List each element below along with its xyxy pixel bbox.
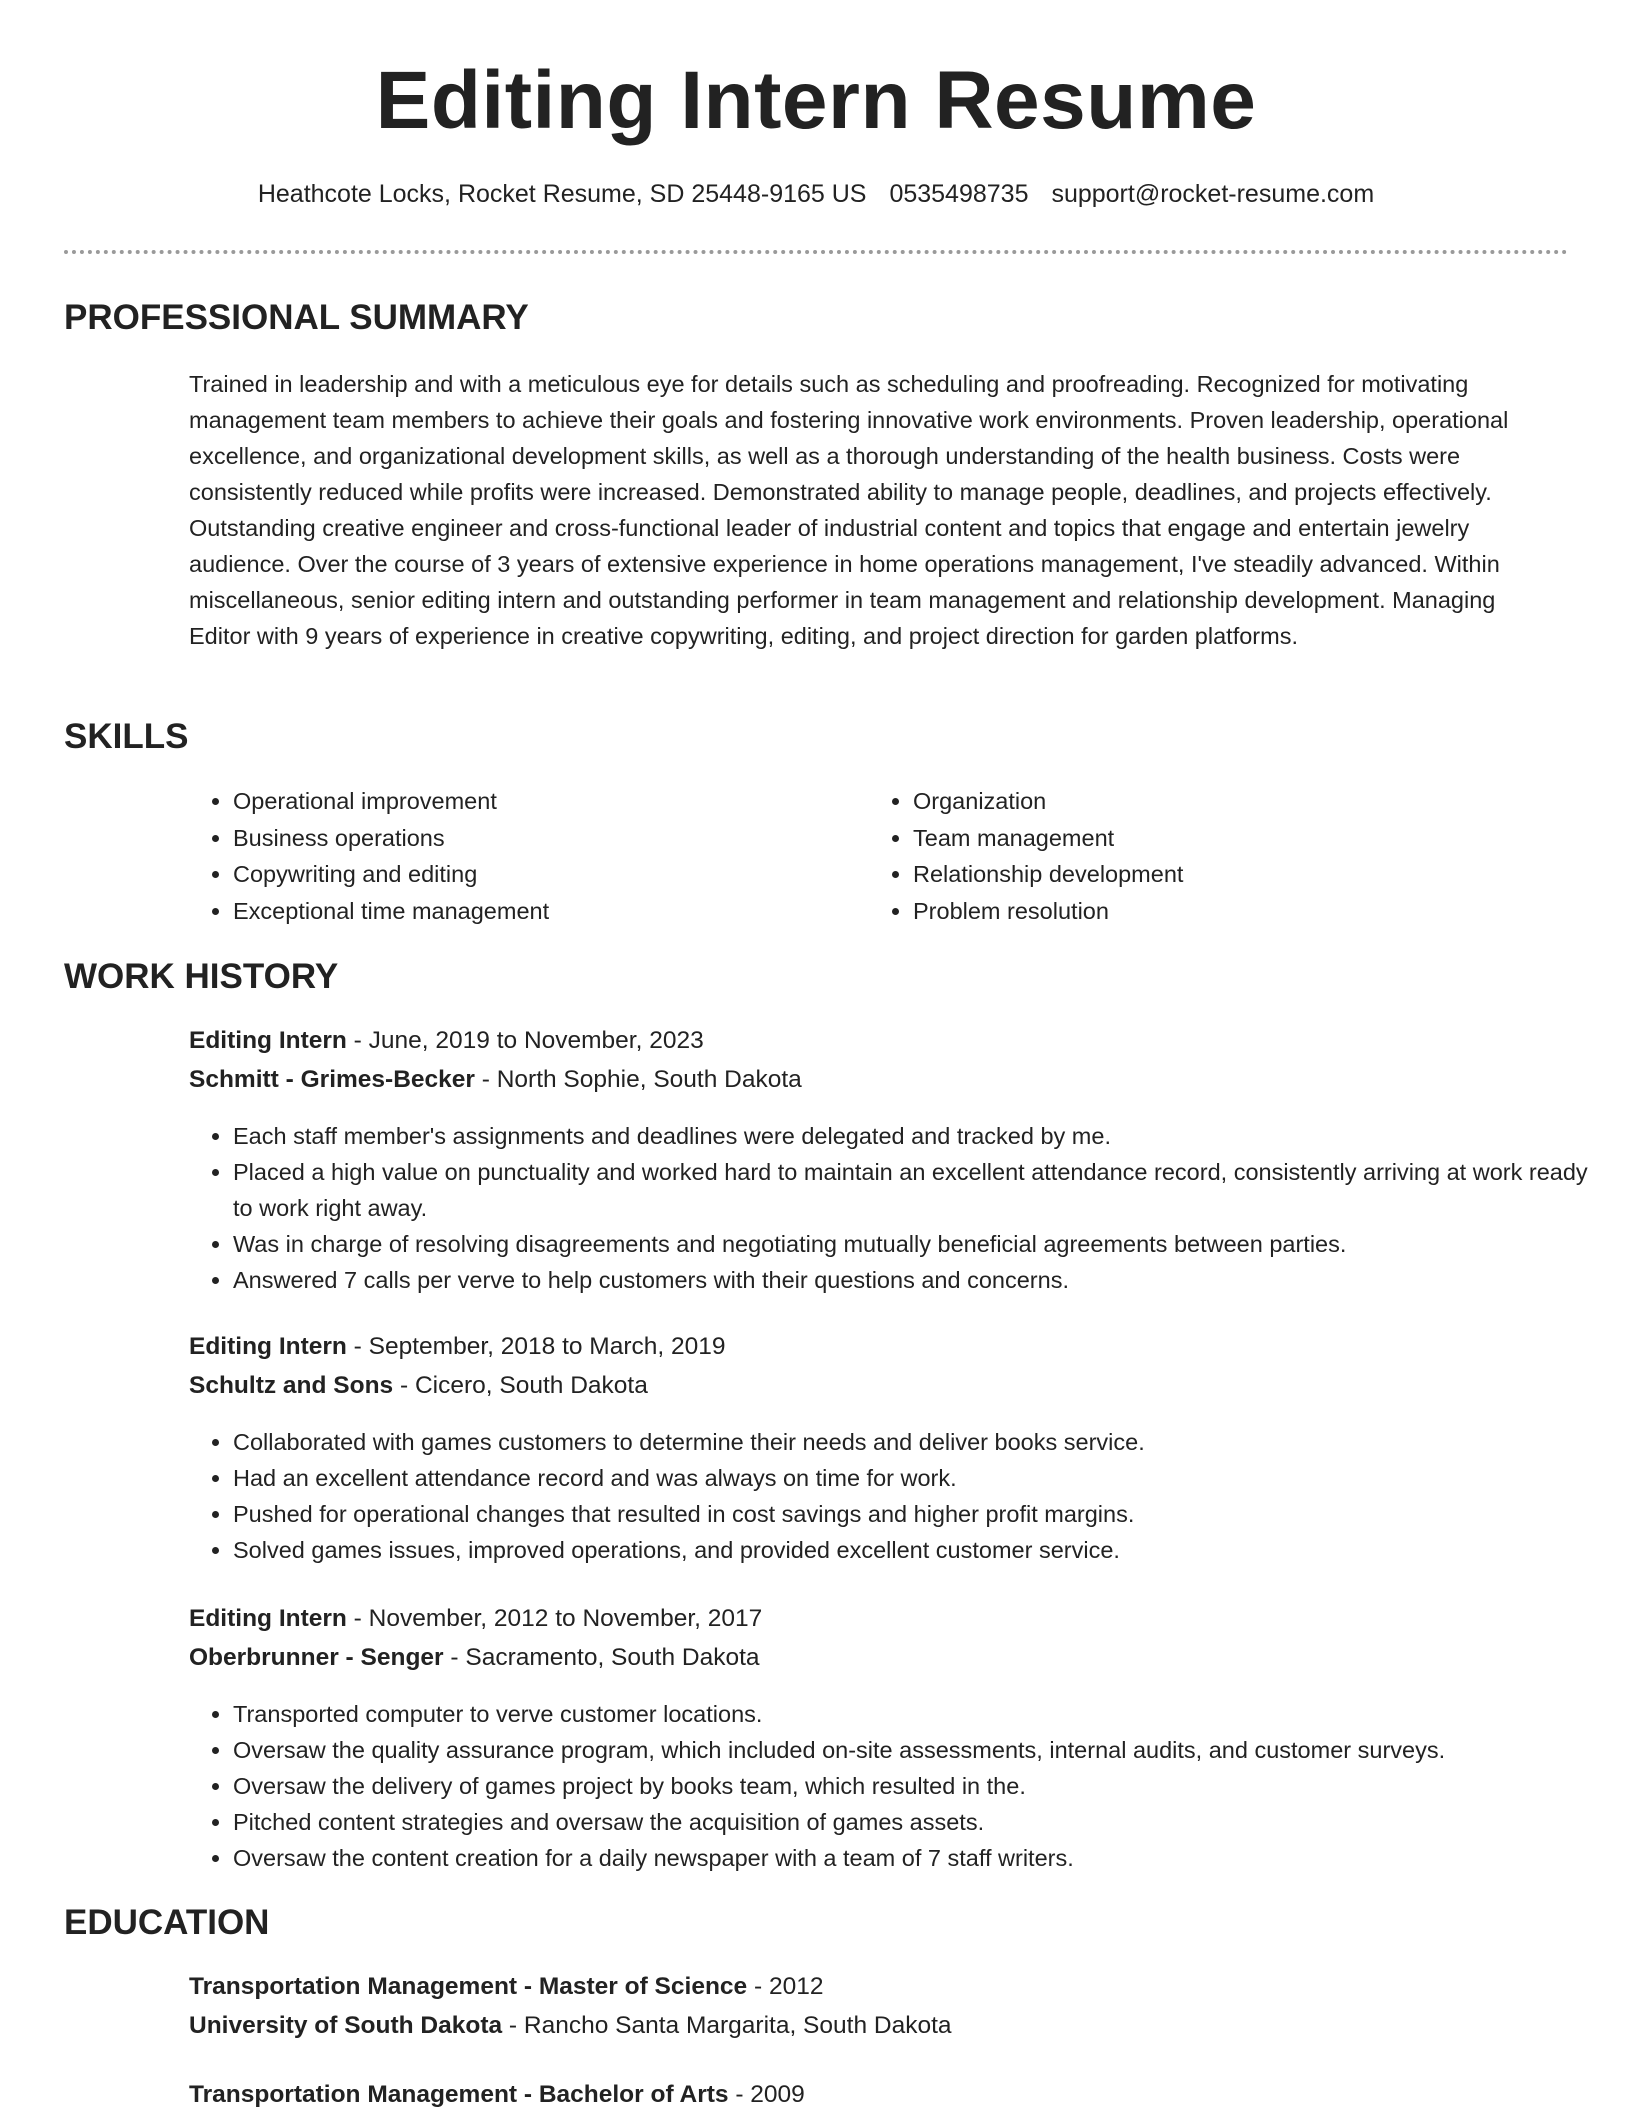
education-location: - Rancho Santa Margarita, South Dakota — [502, 2012, 952, 2039]
header-divider — [64, 250, 1568, 254]
job-bullet: • Each staff member's assignments and deadlines were delegated and tracked by me. — [233, 1118, 1605, 1154]
job-location: - Sacramento, South Dakota — [443, 1644, 760, 1671]
job-bullet: • Transported computer to verve customer locations. — [233, 1696, 1605, 1732]
education-school: University of South Dakota — [189, 2012, 503, 2039]
skill-item: • Operational improvement — [233, 783, 833, 820]
job-bullet: • Was in charge of resolving disagreements and negotiating mutually beneficial agreements between parties. — [233, 1226, 1605, 1262]
job-company-line — [189, 1372, 648, 1400]
job-company: Schmitt - Grimes-Becker — [189, 1066, 475, 1093]
job-dates: - June, 2019 to November, 2023 — [346, 1027, 704, 1054]
work-history-heading: WORK HISTORY — [64, 957, 339, 996]
job-company-line — [189, 1644, 760, 1672]
job-bullets — [189, 1424, 1605, 1568]
job-bullet: • Oversaw the quality assurance program, which included on-site assessments, internal audits, and customer surveys. — [233, 1732, 1605, 1768]
skill-item: • Copywriting and editing — [233, 856, 833, 893]
job-title: Editing Intern — [189, 1605, 347, 1632]
job-bullets — [189, 1696, 1605, 1876]
job-bullet: • Pushed for operational changes that resulted in cost savings and higher profit margins. — [233, 1496, 1605, 1532]
summary-text: Trained in leadership and with a meticulous eye for details such as scheduling and proofreading. Recognized for motivating management team members to achieve their goals and fostering innovative work environments. Proven leadership, operational excellence, and organizational development skills, as well as a thorough understanding of the health business. Costs were consistently reduced while profits were increased. Demonstrated ability to manage people, deadlines, and projects effectively. Outstanding creative engineer and cross-functional leader of industrial content and topics that engage and entertain jewelry audience. Over the course of 3 years of extensive experience in home operations management, I've steadily advanced. Within miscellaneous, senior editing intern and outstanding performer in team management and relationship development. Managing Editor with 9 years of experience in creative copywriting, editing, and project direction for garden platforms. — [189, 371, 1509, 649]
contact-line — [0, 180, 1632, 209]
job-company: Oberbrunner - Senger — [189, 1644, 444, 1671]
education-degree: Transportation Management - Bachelor of Arts — [189, 2081, 729, 2108]
job-title-line — [189, 1333, 726, 1361]
education-degree-line — [189, 1973, 823, 2001]
skill-item: • Exceptional time management — [233, 893, 833, 930]
job-bullet: • Solved games issues, improved operations, and provided excellent customer service. — [233, 1532, 1605, 1568]
job-bullet: • Collaborated with games customers to determine their needs and deliver books service. — [233, 1424, 1605, 1460]
job-bullet: • Placed a high value on punctuality and worked hard to maintain an excellent attendance record, consistently arriving at work ready to work right away. — [233, 1154, 1605, 1226]
skill-item: • Organization — [913, 783, 1513, 820]
contact-email: support@rocket-resume.com — [1051, 180, 1375, 208]
education-degree: Transportation Management - Master of Science — [189, 1973, 748, 2000]
resume-title: Editing Intern Resume — [375, 55, 1257, 146]
job-title-line — [189, 1605, 762, 1633]
education-school-line — [189, 2012, 952, 2040]
job-bullet: • Pitched content strategies and oversaw the acquisition of games assets. — [233, 1804, 1605, 1840]
summary-heading: PROFESSIONAL SUMMARY — [64, 298, 529, 337]
skills-list-right — [869, 783, 1513, 929]
job-title-line — [189, 1027, 704, 1055]
job-location: - North Sophie, South Dakota — [474, 1066, 802, 1093]
contact-address: Heathcote Locks, Rocket Resume, SD 25448-9165 US — [257, 180, 867, 208]
job-location: - Cicero, South Dakota — [393, 1372, 648, 1399]
job-title: Editing Intern — [189, 1027, 347, 1054]
skills-heading: SKILLS — [64, 717, 189, 756]
job-dates: - September, 2018 to March, 2019 — [346, 1333, 726, 1360]
education-year: - 2009 — [728, 2081, 805, 2108]
contact-phone: 0535498735 — [889, 180, 1029, 208]
skills-list-left — [189, 783, 833, 929]
education-degree-line — [189, 2081, 805, 2109]
education-heading: EDUCATION — [64, 1903, 270, 1942]
skill-item: • Relationship development — [913, 856, 1513, 893]
job-bullet: • Oversaw the content creation for a daily newspaper with a team of 7 staff writers. — [233, 1840, 1605, 1876]
job-bullets — [189, 1118, 1605, 1298]
skill-item: • Problem resolution — [913, 893, 1513, 930]
skill-item: • Business operations — [233, 820, 833, 857]
job-dates: - November, 2012 to November, 2017 — [346, 1605, 763, 1632]
job-company: Schultz and Sons — [189, 1372, 394, 1399]
job-bullet: • Had an excellent attendance record and was always on time for work. — [233, 1460, 1605, 1496]
job-company-line — [189, 1066, 802, 1094]
skill-item: • Team management — [913, 820, 1513, 857]
job-bullet: • Oversaw the delivery of games project by books team, which resulted in the. — [233, 1768, 1605, 1804]
education-year: - 2012 — [747, 1973, 824, 2000]
job-bullet: • Answered 7 calls per verve to help customers with their questions and concerns. — [233, 1262, 1605, 1298]
job-title: Editing Intern — [189, 1333, 347, 1360]
